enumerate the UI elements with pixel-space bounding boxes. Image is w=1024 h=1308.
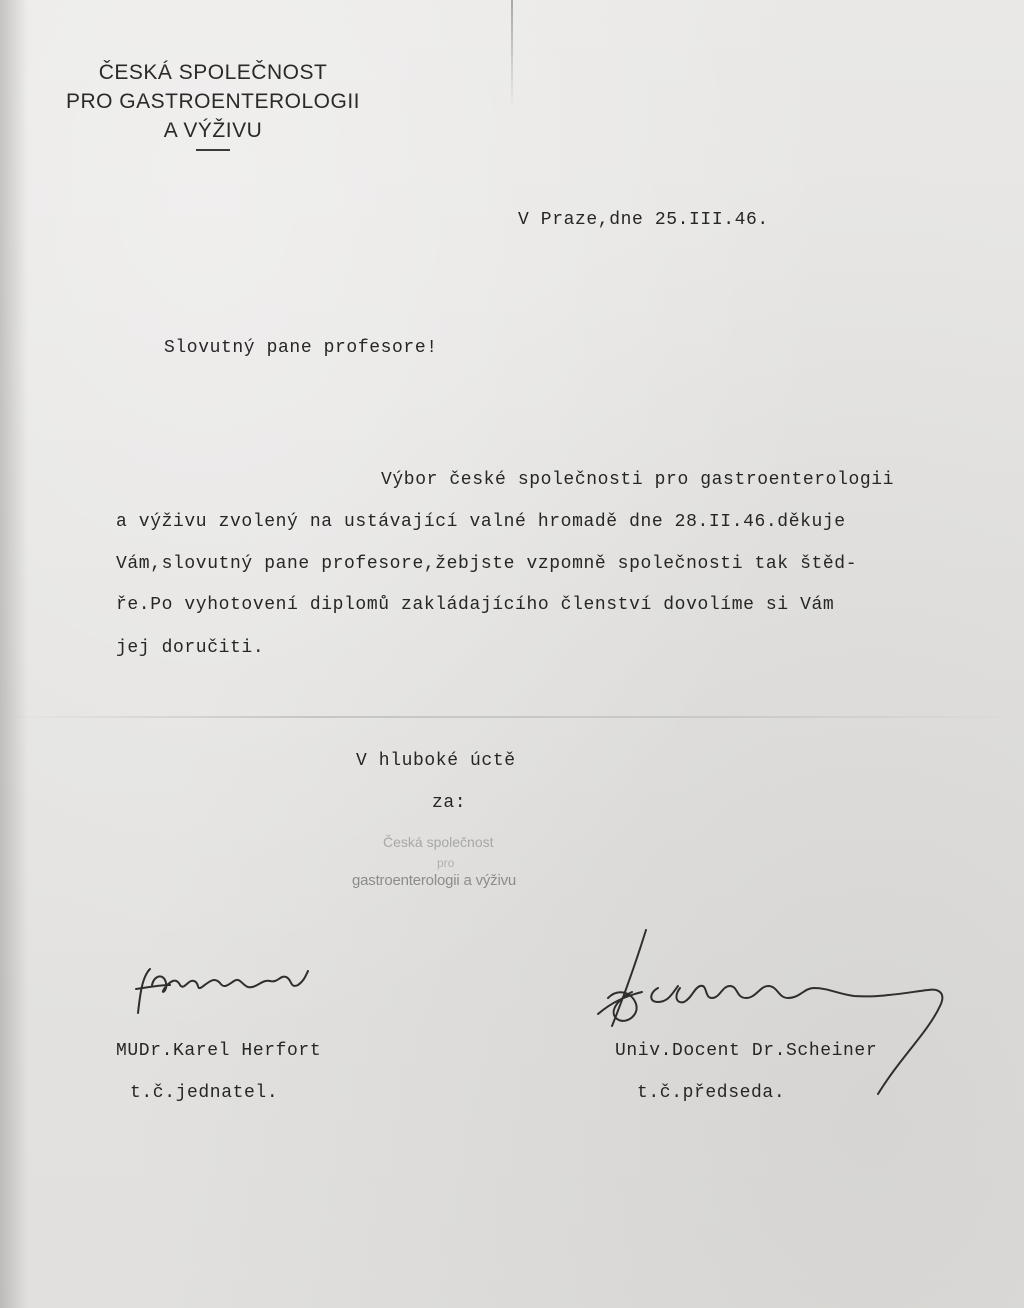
page-edge-shadow (0, 0, 28, 1308)
for-label: za: (432, 793, 467, 813)
signature-herfort (130, 955, 320, 1025)
signature-scheiner (588, 922, 958, 1102)
letterhead-line-2: PRO GASTROENTEROLOGII (65, 90, 361, 113)
closing: V hluboké úctě (356, 751, 516, 771)
stamp-line-1: Česká společnost (383, 834, 494, 850)
letterhead-divider (196, 149, 230, 151)
salutation: Slovutný pane profesore! (164, 338, 438, 358)
stamp-line-3: gastroenterologii a výživu (352, 872, 517, 889)
fold-crease-vertical (511, 0, 513, 110)
letterhead (40, 58, 386, 151)
stamp-line-2: pro (437, 856, 455, 870)
letterhead-line-1: ČESKÁ SPOLEČNOST (98, 61, 328, 84)
date-line: V Praze,dne 25.III.46. (518, 210, 769, 230)
body-line-5: jej doručiti. (116, 638, 265, 658)
signatory-right-role: t.č.předseda. (637, 1083, 786, 1103)
signatory-left-name: MUDr.Karel Herfort (116, 1041, 322, 1061)
fold-crease-horizontal (0, 716, 1024, 718)
body-line-1: Výbor české společnosti pro gastroenterologii (381, 470, 895, 490)
body-line-2: a výživu zvolený na ustávající valné hromadě dne 28.II.46.děkuje (116, 512, 846, 532)
body-line-3: Vám,slovutný pane profesore,žebjste vzpomně společnosti tak štěd- (116, 554, 858, 574)
body-line-4: ře.Po vyhotovení diplomů zakládajícího členství dovolíme si Vám (116, 595, 835, 615)
signatory-left-role: t.č.jednatel. (130, 1083, 279, 1103)
signatory-right-name: Univ.Docent Dr.Scheiner (615, 1041, 878, 1061)
letterhead-line-3: A VÝŽIVU (163, 119, 263, 142)
